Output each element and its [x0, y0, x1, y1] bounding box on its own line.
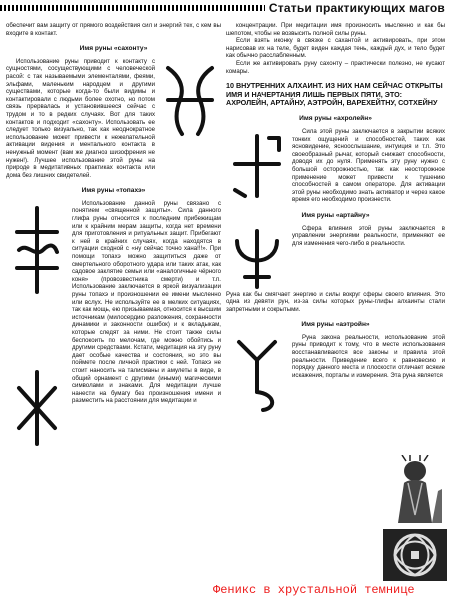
rune-heading-topahe: Имя руны «топахэ» [81, 187, 146, 195]
rune-text-ahrolein: Сила этой руны заключается в закрытии всяких тонких ощущений и способностей, таких как ясновидение, ясноослышание, интуиция и т.п. Это своеобразный рычаг, который снижает способности, доводя их до нуля. Применять эту руну нужно с большой осторожностью, так как неосторожное применение может привести к тушению способностей в самом операторе. Для активации этой руны необходимо знать активатор и через какое время его необходимо произнести. [292, 127, 445, 204]
page-title: Статьи практикующих магов [265, 1, 445, 15]
rune-block-aetroin [226, 334, 445, 414]
rune-sahontu-icon [162, 60, 218, 140]
rune-text-topahe: Использование данной руны связано с понятием «священной защиты». Сила данного глифа руны относится к последним прибежищам или к крайним мерам защиты, когда нет времени для приготовления и ритуальных защит. Прибегают к ней в крайних случаях, когда находятся в ситуации сходной с «ну сейчас точно хана!!!». При помощи топахэ можно защититься даже от смертельного оборотного удара или таких атак, как садовое заклятие семьи или «аналогичные чёрного коня» (провозвестника смерти) и т.п. Использование заключается в яркой визуализации руны топахэ и произношении ее имени мысленно или вслух. Не используйте ее в мелких ситуациях, так как мощь, ею призываемая, относится к высшим источникам (милосердию разложения, сохранности динамики и законности ошибок) и к вкладыкам, которые следят за ними. Не стоит также силы беспокоить по мелочам, где можно обойтись и другими средствами. Кстати, медитация на эту руну дает особые качества и состояния, но это вы поймете после личной практики с ней. Топахэ не стоит наносить на талисманы и амулеты в виде, в общий орнамент с другими (иными) магическими символами и знаками. Для медитации лучше нанести на бумагу без произношения имени и разместить на расстоянии для медитации и [72, 199, 221, 405]
continuation-paragraph: концентрации. При медитации имя произносить мысленно и как бы шепотом, чтобы не возвысить полной силы руны. [226, 22, 445, 37]
intro-paragraph: обеспечит вам защиту от прямого воздействия сил и энергий тех, с кем вы входите в контакт. [6, 22, 221, 37]
rune-heading-ahrolein: Имя руны «ахролейн» [299, 115, 372, 123]
rune-text-artainu: Сфера влияния этой руны заключается в управлении энергиями реальности, применяют ее для изменения чего-либо в реальности. [292, 224, 445, 247]
section-title-alhaint: 10 ВНУТРЕННИХ АЛХАИНТ. ИЗ НИХ НАМ СЕЙЧАС ОТКРЫТЫ ИМЯ И НАЧЕРТАНИЯ ЛИШЬ ПЕРВЫХ ПЯТИ, ЭТО: АХРОЛЕЙН, АРТАЙНУ, АЭТРОЙН, ВАРЕХЕЙТНУ, СОТХЕЙНУ [226, 81, 443, 107]
page-header [0, 0, 451, 18]
rune-block-topahe [6, 200, 221, 448]
rune-heading-artainu: Имя руны «артайну» [301, 211, 370, 219]
rune-text-aetroin: Руна закона реальности, использование этой руны приводит к тому, что в месте использования восстанавливаются все законы и правила этой реальности. Приведение всего к равновесию и порядку данного места и плоскости отличает всякие искажения, порталы и измерения. Эта руна является [292, 333, 445, 379]
footer-caption: Феникс в хрустальной темнице [213, 583, 415, 597]
rune-text-artainu-cont: Руна как бы смягчает энергию и силы вокруг сферы своего влияния. Это одна из девяти рун, из-за силы которых руны-глифы алхаинты стали запретными и сокрытыми. [226, 290, 445, 313]
rune-topahe-variant-icon [9, 368, 65, 448]
rune-block-artainu [226, 225, 445, 291]
rune-artainu-icon [229, 227, 285, 291]
rune-heading-aetroin: Имя руны «аэтройн» [301, 321, 370, 329]
rune-ahrolein-icon [229, 130, 285, 202]
rune-text-sahontu: Использование руны приводит к контакту с сущностями, сосуществующими с человеческой расой: с так называемыми элементалями, феями, эльфами, маленьким народцем и другими существами, которые когда-то были видимы и контактировали с людьми более охотно, но потом связь прервалась и установившееся сейчас с трудом и то в редких случаях. Вот для таких контактов и подходит «сахонту». Использовать ее следует только визуально, так как неоднократное использование может привести к нежелательной активации видения и ментального контакта в ненужный момент (вам же диагноз шизофрения не нужен!). Лучшее использование этой руны на природе в медитативных практиках контакта или дома без лишних свидетелей. [6, 57, 155, 179]
rune-aetroin-icon [229, 336, 285, 414]
paragraph-sahontu-note: Если же активировать руну сахонту – практически полезно, не кусают комары. [226, 59, 445, 75]
rune-heading-sahontu: Имя руны «сахонту» [79, 45, 148, 53]
rune-block-sahontu [6, 58, 221, 180]
header-decor-band [0, 5, 300, 11]
right-column [226, 22, 445, 414]
rune-block-ahrolein [226, 128, 445, 204]
left-column [6, 22, 221, 448]
rune-topahe-icon [9, 202, 65, 298]
paragraph-icon-activation: Если взять иконку в связке с сахантой и активировать, при этом нарисовав их на теле, будет виден каждая тень, каждый дух, и тело будет как обычно расслабленным. [226, 37, 445, 60]
sage-figure-icon [386, 455, 448, 525]
celtic-knot-icon [381, 527, 449, 583]
